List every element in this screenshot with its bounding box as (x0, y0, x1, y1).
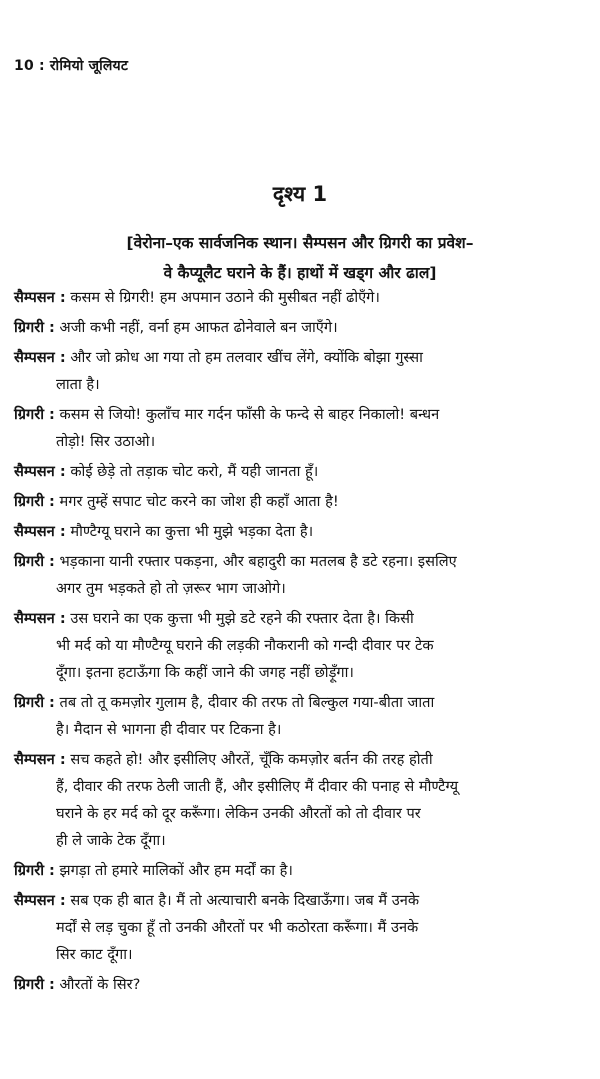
dialogue-continuation (14, 941, 594, 968)
stage-direction-line: [वेरोना–एक सार्वजनिक स्थान। सैम्पसन और ग्रिगरी का प्रवेश– (126, 234, 474, 252)
scene-title: दृश्य 1 (272, 182, 328, 206)
dialogue-continuation (14, 827, 594, 854)
dialogue-line (14, 548, 594, 575)
dialogue-text: तब तो तू कमज़ोर गुलाम है, दीवार की तरफ तो बिल्कुल गया-बीता जाता (59, 694, 435, 711)
dialogue-continuation (14, 659, 594, 686)
dialogue-text: मगर तुम्हें सपाट चोट करने का जोश ही कहाँ आता है! (59, 493, 339, 510)
dialogue-text: सब एक ही बात है। मैं तो अत्याचारी बनके दिखाऊँगा। जब मैं उनके (70, 892, 420, 909)
speaker-name: सैम्पसन : (14, 751, 66, 768)
dialogue-text: भी मर्द को या मौण्टैग्यू घराने की लड़की नौकरानी को गन्दी दीवार पर टेक (56, 637, 434, 654)
speaker-name: सैम्पसन : (14, 523, 66, 540)
dialogue-line (14, 971, 594, 998)
dialogue-text: ही ले जाके टेक दूँगा। (56, 832, 166, 849)
dialogue-text: अजी कभी नहीं, वर्ना हम आफत ढोनेवाले बन जाएँगे। (59, 319, 338, 336)
dialogue-line (14, 488, 594, 515)
speaker-name: ग्रिगरी : (14, 319, 55, 336)
speaker-name: सैम्पसन : (14, 349, 66, 366)
dialogue-text: कसम से ग्रिगरी! हम अपमान उठाने की मुसीबत नहीं ढोएँगे। (70, 289, 380, 306)
dialogue-line (14, 518, 594, 545)
speaker-name: ग्रिगरी : (14, 862, 55, 879)
speaker-name: ग्रिगरी : (14, 976, 55, 993)
dialogue-text: कोई छेड़े तो तड़ाक चोट करो, मैं यही जानता हूँ। (70, 463, 319, 480)
dialogue-block (14, 284, 594, 998)
dialogue-text: हैं, दीवार की तरफ ठेली जाती हैं, और इसीलिए मैं दीवार की पनाह से मौण्टैग्यू (56, 778, 459, 795)
running-head: 10 : रोमियो जूलियट (14, 58, 129, 74)
dialogue-line (14, 857, 594, 884)
dialogue-text: दूँगा। इतना हटाऊँगा कि कहीं जाने की जगह नहीं छोड़ूँगा। (56, 664, 354, 681)
dialogue-text: घराने के हर मर्द को दूर करूँगा। लेकिन उनकी औरतों को तो दीवार पर (56, 805, 421, 822)
dialogue-text: लाता है। (56, 376, 100, 393)
dialogue-text: कसम से जियो! कुलाँच मार गर्दन फाँसी के फन्दे से बाहर निकालो! बन्धन (59, 406, 440, 423)
dialogue-line (14, 458, 594, 485)
speaker-name: ग्रिगरी : (14, 493, 55, 510)
speaker-name: सैम्पसन : (14, 892, 66, 909)
dialogue-continuation (14, 632, 594, 659)
dialogue-text: भड़काना यानी रफ्तार पकड़ना, और बहादुरी का मतलब है डटे रहना। इसलिए (59, 553, 457, 570)
speaker-name: ग्रिगरी : (14, 406, 55, 423)
dialogue-text: सिर काट दूँगा। (56, 946, 133, 963)
speaker-name: सैम्पसन : (14, 610, 66, 627)
dialogue-continuation (14, 575, 594, 602)
dialogue-text: उस घराने का एक कुत्ता भी मुझे डटे रहने की रफ्तार देता है। किसी (70, 610, 414, 627)
dialogue-continuation (14, 773, 594, 800)
speaker-name: सैम्पसन : (14, 289, 66, 306)
dialogue-text: मौण्टैग्यू घराने का कुत्ता भी मुझे भड़का देता है। (70, 523, 314, 540)
dialogue-line (14, 605, 594, 632)
speaker-name: ग्रिगरी : (14, 553, 55, 570)
dialogue-text: सच कहते हो! और इसीलिए औरतें, चूँकि कमज़ोर बर्तन की तरह होती (70, 751, 433, 768)
dialogue-text: झगड़ा तो हमारे मालिकों और हम मर्दों का है। (59, 862, 293, 879)
dialogue-continuation (14, 428, 594, 455)
dialogue-text: तोड़ो! सिर उठाओ। (56, 433, 156, 450)
dialogue-text: औरतों के सिर? (59, 976, 141, 993)
dialogue-line (14, 689, 594, 716)
speaker-name: सैम्पसन : (14, 463, 66, 480)
dialogue-continuation (14, 800, 594, 827)
dialogue-continuation (14, 716, 594, 743)
speaker-name: ग्रिगरी : (14, 694, 55, 711)
dialogue-line (14, 284, 594, 311)
dialogue-text: है। मैदान से भागना ही दीवार पर टिकना है। (56, 721, 282, 738)
dialogue-line (14, 401, 594, 428)
dialogue-line (14, 746, 594, 773)
dialogue-text: मर्दों से लड़ चुका हूँ तो उनकी औरतों पर भी कठोरता करूँगा। मैं उनके (56, 919, 419, 936)
dialogue-text: और जो क्रोध आ गया तो हम तलवार खींच लेंगे, क्योंकि बोझा गुस्सा (70, 349, 423, 366)
dialogue-continuation (14, 914, 594, 941)
stage-direction (0, 228, 600, 288)
dialogue-line (14, 344, 594, 371)
dialogue-continuation (14, 371, 594, 398)
stage-direction-line: वे कैप्यूलैट घराने के हैं। हाथों में खड्ग और ढाल] (163, 264, 437, 282)
dialogue-text: अगर तुम भड़कते हो तो ज़रूर भाग जाओगे। (56, 580, 286, 597)
dialogue-line (14, 314, 594, 341)
dialogue-line (14, 887, 594, 914)
